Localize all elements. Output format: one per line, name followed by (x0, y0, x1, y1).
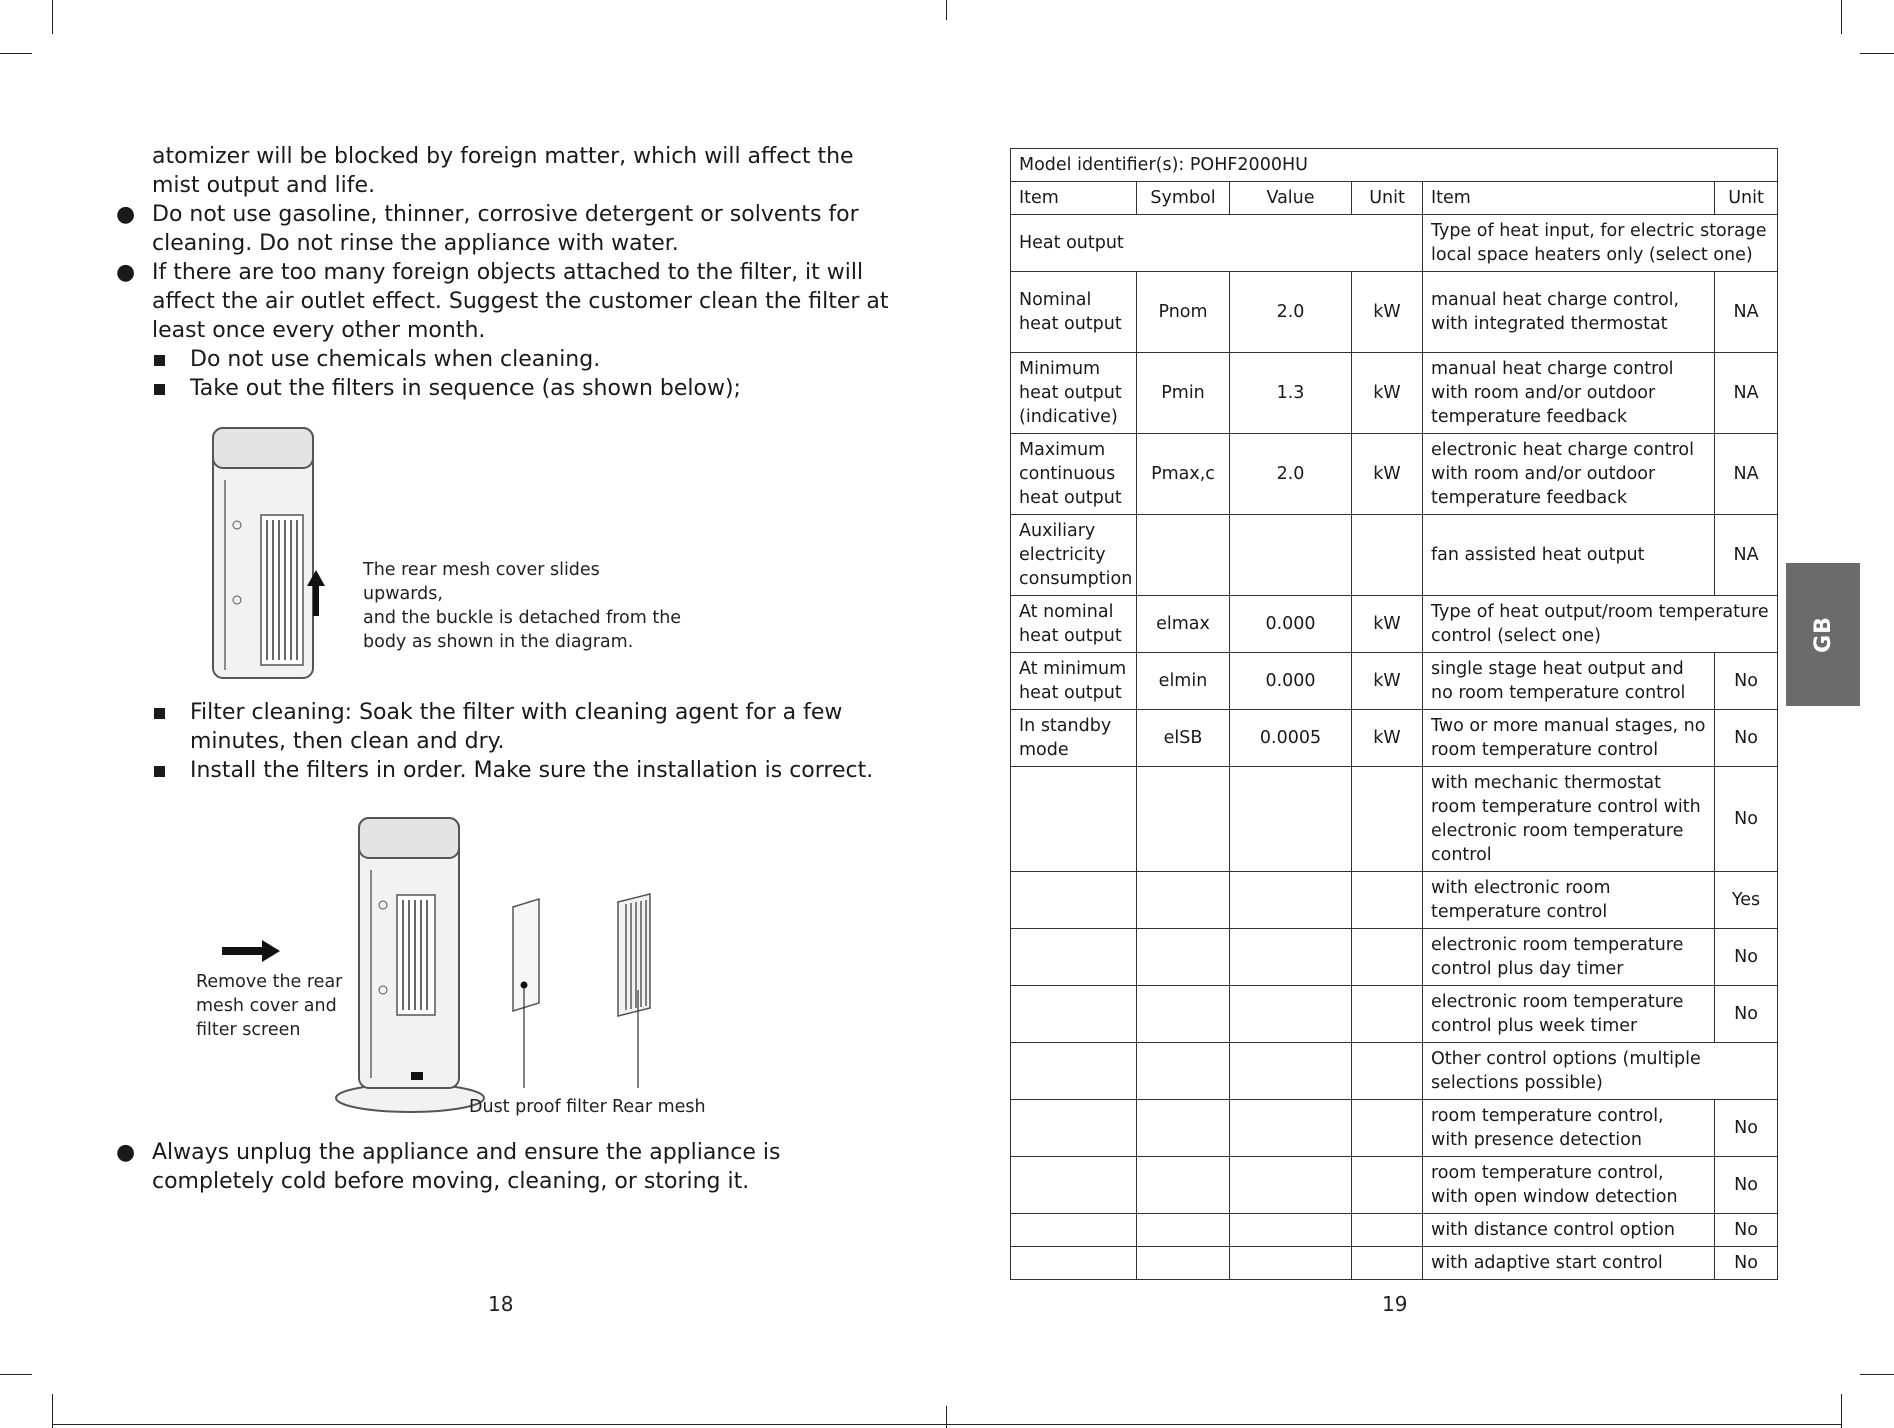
bullet-text: Always unplug the appliance and ensure the appliance is completely cold before moving, cleaning, or storing it. (152, 1140, 781, 1194)
continuation-text: atomizer will be blocked by foreign matter, which will affect the mist output and life. (152, 144, 854, 198)
table-row (1011, 1214, 1778, 1247)
left-page-text-3 (112, 1138, 902, 1196)
table-cell: kW (1352, 434, 1423, 515)
language-tab-label: GB (1810, 616, 1836, 653)
table-cell (1011, 872, 1137, 929)
table-row (1011, 710, 1778, 767)
table-cell (1352, 1157, 1423, 1214)
spec-table (1010, 148, 1778, 1280)
rear-mesh-label: Rear mesh (612, 1097, 706, 1117)
left-page-text (112, 142, 902, 403)
table-row (1011, 872, 1778, 929)
table-header-row (1011, 182, 1778, 215)
sub-item (112, 756, 902, 785)
table-cell: room temperature control, with open window detection (1423, 1157, 1715, 1214)
table-cell (1230, 1247, 1352, 1280)
table-cell: Two or more manual stages, no room temperature control (1423, 710, 1715, 767)
dust-filter-illustration (505, 895, 545, 1090)
table-row (1011, 353, 1778, 434)
bullet-text: If there are too many foreign objects attached to the filter, it will affect the air outlet effect. Suggest the customer clean the filter at least once every other month. (152, 260, 889, 343)
table-cell (1011, 1247, 1137, 1280)
crop-mark (1860, 53, 1894, 54)
table-cell: No (1715, 1100, 1778, 1157)
table-cell: fan assisted heat output (1423, 515, 1715, 596)
table-cell: with distance control option (1423, 1214, 1715, 1247)
crop-mark (0, 1374, 32, 1375)
table-cell (1352, 1043, 1423, 1100)
table-cell: Minimum heat output (indicative) (1011, 353, 1137, 434)
table-cell (1137, 872, 1230, 929)
table-cell: manual heat charge control, with integrated thermostat (1423, 272, 1715, 353)
caption-line: mesh cover and (196, 996, 337, 1016)
table-cell: In standby mode (1011, 710, 1137, 767)
dust-filter-label: Dust proof filter (469, 1097, 607, 1117)
table-cell (1230, 929, 1352, 986)
table-cell: Yes (1715, 872, 1778, 929)
header-cell: Symbol (1137, 182, 1230, 215)
table-cell (1230, 1214, 1352, 1247)
figure2-caption (196, 970, 346, 1042)
language-tab (1786, 563, 1860, 706)
caption-line: Remove the rear (196, 972, 343, 992)
table-cell: No (1715, 1214, 1778, 1247)
table-cell: No (1715, 986, 1778, 1043)
bullet-dot: ● (116, 1140, 136, 1165)
table-row (1011, 434, 1778, 515)
table-cell (1137, 515, 1230, 596)
bullet-item (112, 258, 902, 345)
crop-mark (1841, 1394, 1842, 1428)
page-number-left: 18 (488, 1292, 514, 1316)
table-cell: Pnom (1137, 272, 1230, 353)
caption-line: filter screen (196, 1020, 301, 1040)
header-cell: Value (1230, 182, 1352, 215)
square-bullet (154, 708, 165, 719)
arrow-right-icon (222, 938, 280, 964)
sub-item-text: Filter cleaning: Soak the filter with cleaning agent for a few minutes, then clean and dry. (190, 700, 843, 754)
table-cell: NA (1715, 353, 1778, 434)
table-cell: Other control options (multiple selections possible) (1423, 1043, 1778, 1100)
table-cell: At nominal heat output (1011, 596, 1137, 653)
table-cell (1011, 1157, 1137, 1214)
table-cell: with mechanic thermostat room temperature control with electronic room temperature control (1423, 767, 1715, 872)
table-cell: NA (1715, 272, 1778, 353)
table-cell: NA (1715, 515, 1778, 596)
heater-disassembly-illustration (335, 810, 485, 1115)
table-cell (1137, 1043, 1230, 1100)
table-row (1011, 767, 1778, 872)
page-number-right: 19 (1382, 1292, 1408, 1316)
table-cell: elSB (1137, 710, 1230, 767)
figure1-caption (363, 558, 683, 654)
table-cell (1137, 1157, 1230, 1214)
crop-mark (52, 1394, 53, 1428)
caption-line: The rear mesh cover slides upwards, (363, 560, 600, 604)
table-row (1011, 596, 1778, 653)
bullet-text: Do not use gasoline, thinner, corrosive detergent or solvents for cleaning. Do not rinse the appliance with water. (152, 202, 859, 256)
header-cell: Unit (1352, 182, 1423, 215)
table-cell (1011, 767, 1137, 872)
left-page-text-2 (112, 698, 902, 785)
table-row (1011, 1157, 1778, 1214)
table-cell: Pmin (1137, 353, 1230, 434)
table-cell (1230, 767, 1352, 872)
table-cell: Type of heat input, for electric storage local space heaters only (select one) (1423, 215, 1778, 272)
table-cell: kW (1352, 272, 1423, 353)
table-cell: Pmax,c (1137, 434, 1230, 515)
crop-mark (1860, 1374, 1894, 1375)
table-cell: room temperature control, with presence detection (1423, 1100, 1715, 1157)
table-cell: 1.3 (1230, 353, 1352, 434)
table-cell: No (1715, 929, 1778, 986)
table-cell (1137, 1247, 1230, 1280)
table-cell (1230, 986, 1352, 1043)
table-row (1011, 653, 1778, 710)
table-cell (1230, 1100, 1352, 1157)
sub-item (112, 698, 902, 756)
table-cell: No (1715, 653, 1778, 710)
bullet-dot: ● (116, 202, 136, 227)
rear-mesh-illustration (612, 890, 657, 1090)
sub-item (112, 345, 902, 374)
table-cell (1137, 767, 1230, 872)
table-cell (1137, 1214, 1230, 1247)
table-cell: electronic room temperature control plus day timer (1423, 929, 1715, 986)
table-cell (1011, 929, 1137, 986)
table-cell (1352, 1100, 1423, 1157)
table-cell: with electronic room temperature control (1423, 872, 1715, 929)
table-cell: 2.0 (1230, 272, 1352, 353)
table-cell (1011, 986, 1137, 1043)
table-row (1011, 1247, 1778, 1280)
table-cell (1352, 872, 1423, 929)
table-cell: 0.000 (1230, 653, 1352, 710)
table-cell: Maximum continuous heat output (1011, 434, 1137, 515)
table-cell (1011, 1043, 1137, 1100)
table-cell: manual heat charge control with room and/or outdoor temperature feedback (1423, 353, 1715, 434)
sub-item-text: Install the filters in order. Make sure the installation is correct. (190, 758, 874, 783)
table-cell (1352, 515, 1423, 596)
table-cell: At minimum heat output (1011, 653, 1137, 710)
crop-mark (1841, 0, 1842, 34)
square-bullet (154, 766, 165, 777)
table-cell (1352, 986, 1423, 1043)
table-row (1011, 515, 1778, 596)
sub-item-text: Take out the filters in sequence (as shown below); (190, 376, 741, 401)
bullet-dot: ● (116, 260, 136, 285)
caption-line: and the buckle is detached from the (363, 608, 682, 628)
table-cell: elmin (1137, 653, 1230, 710)
table-row (1011, 1100, 1778, 1157)
crop-mark (0, 53, 32, 54)
table-cell: Type of heat output/room temperature control (select one) (1423, 596, 1778, 653)
table-cell: electronic room temperature control plus week timer (1423, 986, 1715, 1043)
table-cell: elmax (1137, 596, 1230, 653)
table-cell: Nominal heat output (1011, 272, 1137, 353)
table-cell: with adaptive start control (1423, 1247, 1715, 1280)
table-cell: 0.0005 (1230, 710, 1352, 767)
table-cell: Heat output (1011, 215, 1423, 272)
table-cell (1137, 986, 1230, 1043)
table-cell: No (1715, 1157, 1778, 1214)
table-cell: electronic heat charge control with room and/or outdoor temperature feedback (1423, 434, 1715, 515)
table-cell: kW (1352, 710, 1423, 767)
square-bullet (154, 384, 165, 395)
square-bullet (154, 355, 165, 366)
header-cell: Unit (1715, 182, 1778, 215)
sub-item (112, 374, 902, 403)
table-cell (1230, 515, 1352, 596)
table-cell: No (1715, 1247, 1778, 1280)
table-cell: 0.000 (1230, 596, 1352, 653)
table-row (1011, 986, 1778, 1043)
model-identifier: Model identifier(s): POHF2000HU (1011, 149, 1778, 182)
table-row (1011, 149, 1778, 182)
arrow-up-icon (306, 570, 326, 616)
crop-mark (946, 0, 947, 20)
table-cell (1011, 1100, 1137, 1157)
table-cell (1230, 1157, 1352, 1214)
table-cell (1352, 1247, 1423, 1280)
table-cell (1011, 1214, 1137, 1247)
table-cell (1352, 1214, 1423, 1247)
table-cell: Auxiliary electricity consumption (1011, 515, 1137, 596)
table-row (1011, 1043, 1778, 1100)
bullet-item (112, 1138, 902, 1196)
sub-item-text: Do not use chemicals when cleaning. (190, 347, 601, 372)
bullet-item (112, 200, 902, 258)
table-cell (1352, 767, 1423, 872)
table-cell (1230, 872, 1352, 929)
table-cell: No (1715, 710, 1778, 767)
table-cell: kW (1352, 653, 1423, 710)
table-row (1011, 215, 1778, 272)
table-cell (1230, 1043, 1352, 1100)
table-cell: single stage heat output and no room temperature control (1423, 653, 1715, 710)
table-cell (1137, 929, 1230, 986)
table-cell (1352, 929, 1423, 986)
table-row (1011, 272, 1778, 353)
header-cell: Item (1423, 182, 1715, 215)
baseline-rule (52, 1424, 1842, 1425)
crop-mark (52, 0, 53, 34)
caption-line: body as shown in the diagram. (363, 632, 634, 652)
table-cell (1137, 1100, 1230, 1157)
table-cell: NA (1715, 434, 1778, 515)
table-row (1011, 929, 1778, 986)
heater-rear-illustration (195, 420, 335, 685)
table-cell: kW (1352, 596, 1423, 653)
header-cell: Item (1011, 182, 1137, 215)
table-cell: No (1715, 767, 1778, 872)
table-cell: 2.0 (1230, 434, 1352, 515)
table-cell: kW (1352, 353, 1423, 434)
